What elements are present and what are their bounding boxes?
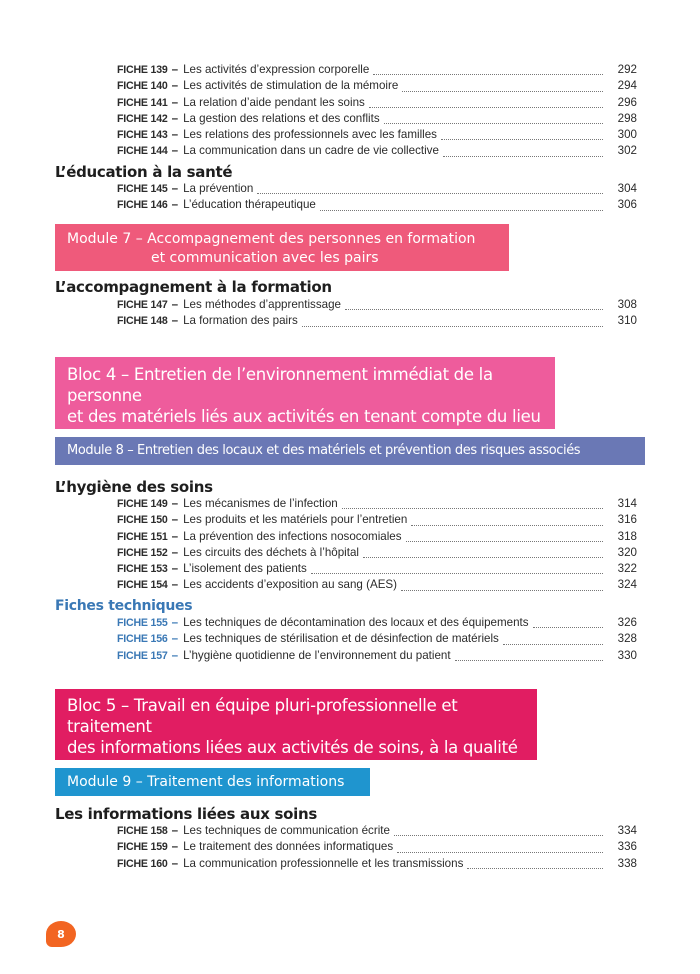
module-7-title-line-1: Module 7 – Accompagnement des personnes en formation bbox=[67, 231, 476, 247]
dot-leader bbox=[394, 834, 603, 836]
dot-leader bbox=[302, 325, 603, 327]
section-heading-education: L’éducation à la santé bbox=[55, 163, 233, 181]
page-number: 328 bbox=[617, 632, 637, 646]
page-number: 300 bbox=[617, 128, 637, 142]
page-number: 296 bbox=[617, 95, 637, 109]
toc-entry[interactable]: FICHE 143 – Les relations des professionnels avec les familles 300 bbox=[117, 127, 637, 143]
bloc-4-title-line-1: Bloc 4 – Entretien de l’environnement immédiat de la personne bbox=[67, 365, 493, 405]
bloc-5-title-line-2: des informations liées aux activités de soins, à la qualité bbox=[67, 738, 518, 757]
toc-entry[interactable]: FICHE 142 – La gestion des relations et des conflits 298 bbox=[117, 111, 637, 127]
toc-group-informations bbox=[0, 823, 700, 872]
page-number: 316 bbox=[617, 513, 637, 527]
dot-leader bbox=[402, 90, 603, 92]
toc-entry[interactable]: FICHE 159 – Le traitement des données informatiques 336 bbox=[117, 839, 637, 855]
dot-leader bbox=[257, 192, 603, 194]
page-number: 294 bbox=[617, 79, 637, 93]
toc-entry[interactable]: FICHE 152 – Les circuits des déchets à l’hôpital 320 bbox=[117, 545, 637, 561]
page-number: 336 bbox=[617, 840, 637, 854]
dot-leader bbox=[363, 556, 603, 558]
dot-leader bbox=[384, 122, 603, 124]
toc-entry[interactable]: FICHE 160 – La communication professionnelle et les transmissions 338 bbox=[117, 856, 637, 872]
dot-leader bbox=[397, 851, 603, 853]
page-number: 302 bbox=[617, 144, 637, 158]
page-number: 292 bbox=[617, 63, 637, 76]
toc-entry[interactable]: FICHE 151 – La prévention des infections nosocomiales 318 bbox=[117, 529, 637, 545]
toc-entry[interactable]: FICHE 157 – L’hygiène quotidienne de l’environnement du patient 330 bbox=[117, 648, 637, 664]
module-9-banner: Module 9 – Traitement des informations bbox=[55, 768, 370, 796]
toc-entry[interactable]: FICHE 158 – Les techniques de communication écrite 334 bbox=[117, 823, 637, 839]
dot-leader bbox=[455, 659, 603, 661]
page-number: 298 bbox=[617, 111, 637, 125]
dot-leader bbox=[345, 308, 603, 310]
bloc-5-banner bbox=[55, 689, 537, 760]
toc-group-techniques bbox=[0, 615, 700, 664]
toc-entry[interactable]: FICHE 156 – Les techniques de stérilisation et de désinfection de matériels 328 bbox=[117, 631, 637, 647]
toc-group-formation bbox=[0, 297, 700, 330]
page-number: 320 bbox=[617, 545, 637, 559]
dot-leader bbox=[443, 155, 603, 157]
dot-leader bbox=[401, 589, 603, 591]
page-number-badge: 8 bbox=[46, 921, 76, 947]
module-7-title-line-2: et communication avec les pairs bbox=[151, 249, 379, 266]
toc-entry[interactable]: FICHE 148 – La formation des pairs 310 bbox=[117, 313, 637, 329]
page-number: 322 bbox=[617, 562, 637, 576]
toc-entry[interactable]: FICHE 153 – L’isolement des patients 322 bbox=[117, 561, 637, 577]
dot-leader bbox=[467, 867, 603, 869]
toc-entry[interactable]: FICHE 150 – Les produits et les matériels pour l’entretien 316 bbox=[117, 512, 637, 528]
dot-leader bbox=[533, 626, 603, 628]
toc-entry[interactable]: FICHE 149 – Les mécanismes de l’infection 314 bbox=[117, 496, 637, 512]
bloc-5-title-line-1: Bloc 5 – Travail en équipe pluri-professionnelle et traitement bbox=[67, 696, 458, 736]
page-number: 326 bbox=[617, 616, 637, 629]
dot-leader bbox=[406, 540, 603, 542]
page-number: 314 bbox=[617, 497, 637, 510]
page-number: 308 bbox=[617, 298, 637, 311]
dot-leader bbox=[373, 73, 603, 75]
toc-entry[interactable]: FICHE 154 – Les accidents d’exposition au sang (AES) 324 bbox=[117, 577, 637, 593]
dot-leader bbox=[320, 209, 603, 211]
page-number: 318 bbox=[617, 529, 637, 543]
toc-group-communication bbox=[0, 62, 700, 160]
page-number: 324 bbox=[617, 578, 637, 592]
toc-entry[interactable]: FICHE 146 – L’éducation thérapeutique 306 bbox=[117, 197, 637, 213]
section-heading-hygiene: L’hygiène des soins bbox=[55, 478, 213, 496]
toc-entry[interactable]: FICHE 145 – La prévention 304 bbox=[117, 181, 637, 197]
toc-group-education bbox=[0, 181, 700, 214]
toc-entry[interactable]: FICHE 144 – La communication dans un cadre de vie collective 302 bbox=[117, 143, 637, 159]
module-7-banner bbox=[55, 224, 509, 271]
section-heading-fiches-techniques: Fiches techniques bbox=[55, 598, 193, 614]
module-8-banner: Module 8 – Entretien des locaux et des matériels et prévention des risques associés bbox=[55, 437, 645, 465]
bloc-4-banner bbox=[55, 357, 555, 429]
dot-leader bbox=[503, 643, 603, 645]
toc-entry[interactable]: FICHE 147 – Les méthodes d’apprentissage 308 bbox=[117, 297, 637, 313]
page-number: 306 bbox=[617, 198, 637, 212]
toc-group-hygiene bbox=[0, 496, 700, 594]
toc-entry[interactable]: FICHE 140 – Les activités de stimulation de la mémoire 294 bbox=[117, 78, 637, 94]
section-heading-informations: Les informations liées aux soins bbox=[55, 805, 317, 823]
dot-leader bbox=[342, 507, 603, 509]
dot-leader bbox=[311, 572, 603, 574]
toc-entry[interactable]: FICHE 139 – Les activités d’expression corporelle 292 bbox=[117, 62, 637, 78]
page-number: 330 bbox=[617, 648, 637, 662]
page-number: 334 bbox=[617, 824, 637, 837]
page-number: 338 bbox=[617, 856, 637, 870]
bloc-4-title-line-2: et des matériels liés aux activités en tenant compte du lieu bbox=[67, 407, 541, 426]
dot-leader bbox=[441, 138, 603, 140]
page-number: 304 bbox=[617, 182, 637, 195]
toc-entry[interactable]: FICHE 155 – Les techniques de décontamination des locaux et des équipements 326 bbox=[117, 615, 637, 631]
page-number: 310 bbox=[617, 314, 637, 328]
dot-leader bbox=[411, 524, 603, 526]
section-heading-accompagnement: L’accompagnement à la formation bbox=[55, 278, 332, 296]
dot-leader bbox=[369, 106, 603, 108]
toc-entry[interactable]: FICHE 141 – La relation d’aide pendant les soins 296 bbox=[117, 95, 637, 111]
